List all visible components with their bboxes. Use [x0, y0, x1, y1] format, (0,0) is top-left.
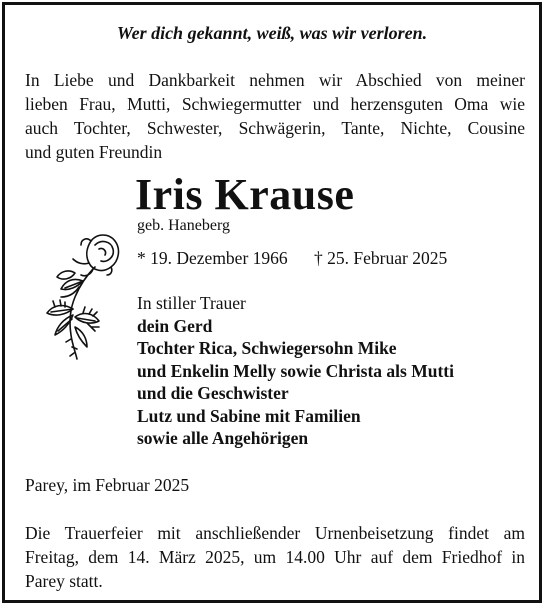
mourner-line: dein Gerd — [137, 315, 213, 336]
intro-line: lieben Frau, Mutti, Schwiegermutter und herzensguten Oma wie — [25, 94, 525, 114]
life-dates — [137, 248, 447, 269]
mourners-block — [137, 292, 454, 450]
mourner-line: Tochter Rica, Schwiegersohn Mike — [137, 338, 397, 358]
birth-name: geb. Haneberg — [137, 217, 230, 234]
mourners-heading: In stiller Trauer — [137, 293, 246, 313]
intro-text — [25, 68, 525, 164]
intro-line: auch Tochter, Schwester, Schwägerin, Tante, Nichte, Cousine — [25, 118, 525, 138]
rose-icon — [25, 227, 125, 362]
service-text — [25, 521, 525, 593]
service-line: Freitag, dem 14. März 2025, um 14.00 Uhr auf dem Friedhof in — [25, 547, 525, 567]
deceased-name: Iris Krause — [135, 170, 355, 219]
service-line: Parey statt. — [25, 571, 103, 591]
motto: Wer dich gekannt, weiß, was wir verloren. — [116, 23, 428, 43]
mourner-line: und die Geschwister — [137, 383, 289, 403]
intro-line: In Liebe und Dankbarkeit nehmen wir Abschied von meiner — [25, 70, 525, 90]
death-date: † 25. Februar 2025 — [314, 248, 448, 268]
service-line: Die Trauerfeier mit anschließender Urnenbeisetzung findet am — [25, 523, 525, 543]
mourner-line: sowie alle Angehörigen — [137, 428, 309, 448]
mourner-line: Lutz und Sabine mit Familien — [137, 405, 361, 426]
place-date: Parey, im Februar 2025 — [25, 475, 190, 495]
birth-date: * 19. Dezember 1966 — [137, 248, 288, 268]
mourner-line: und Enkelin Melly sowie Christa als Mutti — [137, 360, 454, 381]
intro-line: und guten Freundin — [25, 142, 163, 162]
obituary-notice — [2, 2, 542, 603]
